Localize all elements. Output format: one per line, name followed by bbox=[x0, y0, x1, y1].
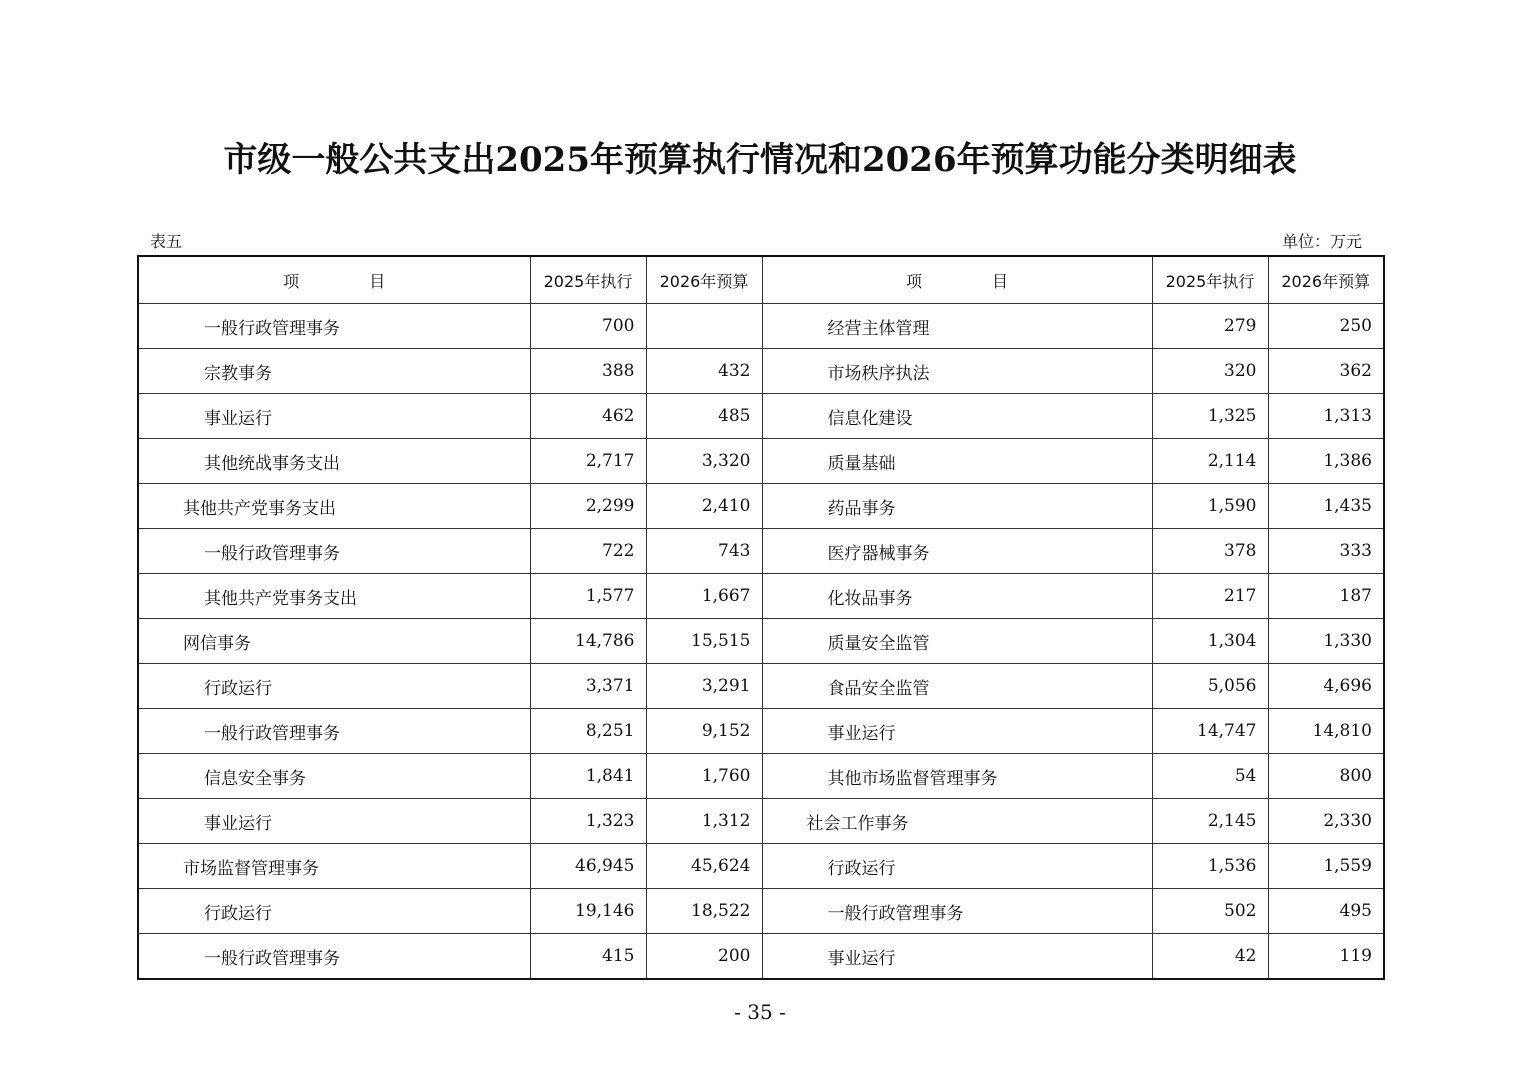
table-row bbox=[138, 529, 1384, 574]
row-budget-2026-left: 485 bbox=[646, 394, 762, 439]
row-item-name-right: 社会工作事务 bbox=[762, 799, 1152, 844]
row-item-name-left: 事业运行 bbox=[138, 394, 530, 439]
budget-table bbox=[137, 255, 1385, 980]
row-budget-2026-left: 2,410 bbox=[646, 484, 762, 529]
row-exec-2025-right: 1,325 bbox=[1152, 394, 1268, 439]
row-exec-2025-left: 19,146 bbox=[530, 889, 646, 934]
row-item-name-left: 其他共产党事务支出 bbox=[138, 574, 530, 619]
row-budget-2026-left: 432 bbox=[646, 349, 762, 394]
row-exec-2025-left: 1,841 bbox=[530, 754, 646, 799]
header-budget-2026-left: 2026年预算 bbox=[646, 256, 762, 304]
row-budget-2026-left: 3,291 bbox=[646, 664, 762, 709]
row-budget-2026-right: 362 bbox=[1268, 349, 1384, 394]
row-exec-2025-right: 378 bbox=[1152, 529, 1268, 574]
table-row bbox=[138, 574, 1384, 619]
row-budget-2026-right: 800 bbox=[1268, 754, 1384, 799]
row-budget-2026-right: 495 bbox=[1268, 889, 1384, 934]
row-item-name-right: 市场秩序执法 bbox=[762, 349, 1152, 394]
row-exec-2025-left: 388 bbox=[530, 349, 646, 394]
row-exec-2025-right: 502 bbox=[1152, 889, 1268, 934]
row-item-name-left: 行政运行 bbox=[138, 889, 530, 934]
row-item-name-right: 医疗器械事务 bbox=[762, 529, 1152, 574]
row-budget-2026-left: 9,152 bbox=[646, 709, 762, 754]
page-number: - 35 - bbox=[734, 1000, 786, 1024]
row-item-name-left: 市场监督管理事务 bbox=[138, 844, 530, 889]
row-item-name-left: 事业运行 bbox=[138, 799, 530, 844]
row-exec-2025-right: 54 bbox=[1152, 754, 1268, 799]
row-item-name-right: 化妆品事务 bbox=[762, 574, 1152, 619]
row-item-name-right: 其他市场监督管理事务 bbox=[762, 754, 1152, 799]
header-item-right-a: 项 bbox=[905, 271, 922, 291]
row-exec-2025-left: 462 bbox=[530, 394, 646, 439]
row-item-name-left: 一般行政管理事务 bbox=[138, 709, 530, 754]
row-exec-2025-right: 2,114 bbox=[1152, 439, 1268, 484]
row-exec-2025-left: 14,786 bbox=[530, 619, 646, 664]
row-budget-2026-left: 45,624 bbox=[646, 844, 762, 889]
row-exec-2025-right: 2,145 bbox=[1152, 799, 1268, 844]
row-item-name-left: 其他共产党事务支出 bbox=[138, 484, 530, 529]
row-budget-2026-left: 200 bbox=[646, 934, 762, 980]
row-budget-2026-right: 14,810 bbox=[1268, 709, 1384, 754]
row-item-name-right: 质量安全监管 bbox=[762, 619, 1152, 664]
table-header-row bbox=[138, 256, 1384, 304]
row-exec-2025-right: 14,747 bbox=[1152, 709, 1268, 754]
row-exec-2025-left: 2,717 bbox=[530, 439, 646, 484]
row-exec-2025-left: 700 bbox=[530, 304, 646, 349]
row-budget-2026-right: 2,330 bbox=[1268, 799, 1384, 844]
table-row bbox=[138, 709, 1384, 754]
table-row bbox=[138, 889, 1384, 934]
row-item-name-right: 药品事务 bbox=[762, 484, 1152, 529]
row-exec-2025-left: 415 bbox=[530, 934, 646, 980]
row-budget-2026-right: 1,386 bbox=[1268, 439, 1384, 484]
header-exec-2025-right: 2025年执行 bbox=[1152, 256, 1268, 304]
row-budget-2026-right: 119 bbox=[1268, 934, 1384, 980]
header-exec-2025-left: 2025年执行 bbox=[530, 256, 646, 304]
row-exec-2025-left: 722 bbox=[530, 529, 646, 574]
row-budget-2026-left bbox=[646, 304, 762, 349]
table-row bbox=[138, 664, 1384, 709]
table-body bbox=[138, 304, 1384, 980]
header-budget-2026-right: 2026年预算 bbox=[1268, 256, 1384, 304]
table-row bbox=[138, 799, 1384, 844]
row-exec-2025-left: 8,251 bbox=[530, 709, 646, 754]
row-exec-2025-right: 320 bbox=[1152, 349, 1268, 394]
row-item-name-left: 一般行政管理事务 bbox=[138, 529, 530, 574]
header-item-left-a: 项 bbox=[283, 271, 300, 291]
row-budget-2026-right: 1,330 bbox=[1268, 619, 1384, 664]
row-item-name-left: 一般行政管理事务 bbox=[138, 304, 530, 349]
row-budget-2026-right: 333 bbox=[1268, 529, 1384, 574]
table-row bbox=[138, 754, 1384, 799]
row-budget-2026-right: 187 bbox=[1268, 574, 1384, 619]
row-budget-2026-right: 1,559 bbox=[1268, 844, 1384, 889]
page-title: 市级一般公共支出2025年预算执行情况和2026年预算功能分类明细表 bbox=[223, 140, 1297, 180]
row-exec-2025-left: 1,323 bbox=[530, 799, 646, 844]
row-exec-2025-right: 5,056 bbox=[1152, 664, 1268, 709]
table-row bbox=[138, 349, 1384, 394]
row-budget-2026-left: 18,522 bbox=[646, 889, 762, 934]
table-row bbox=[138, 844, 1384, 889]
row-budget-2026-right: 4,696 bbox=[1268, 664, 1384, 709]
row-item-name-left: 一般行政管理事务 bbox=[138, 934, 530, 980]
row-budget-2026-left: 1,760 bbox=[646, 754, 762, 799]
row-budget-2026-left: 3,320 bbox=[646, 439, 762, 484]
row-item-name-left: 网信事务 bbox=[138, 619, 530, 664]
row-exec-2025-right: 279 bbox=[1152, 304, 1268, 349]
table-row bbox=[138, 394, 1384, 439]
row-item-name-right: 一般行政管理事务 bbox=[762, 889, 1152, 934]
header-item-left bbox=[138, 256, 530, 304]
row-exec-2025-left: 2,299 bbox=[530, 484, 646, 529]
row-budget-2026-right: 250 bbox=[1268, 304, 1384, 349]
table-row bbox=[138, 304, 1384, 349]
row-budget-2026-left: 1,667 bbox=[646, 574, 762, 619]
row-item-name-right: 经营主体管理 bbox=[762, 304, 1152, 349]
row-item-name-right: 行政运行 bbox=[762, 844, 1152, 889]
header-item-right bbox=[762, 256, 1152, 304]
row-exec-2025-right: 217 bbox=[1152, 574, 1268, 619]
row-item-name-right: 质量基础 bbox=[762, 439, 1152, 484]
row-budget-2026-left: 15,515 bbox=[646, 619, 762, 664]
table-label: 表五 bbox=[150, 232, 183, 251]
row-item-name-left: 行政运行 bbox=[138, 664, 530, 709]
header-item-left-b: 目 bbox=[369, 271, 386, 291]
row-budget-2026-right: 1,313 bbox=[1268, 394, 1384, 439]
row-exec-2025-right: 1,536 bbox=[1152, 844, 1268, 889]
unit-label: 单位：万元 bbox=[1281, 232, 1362, 251]
row-item-name-right: 信息化建设 bbox=[762, 394, 1152, 439]
row-item-name-right: 事业运行 bbox=[762, 934, 1152, 980]
row-exec-2025-left: 3,371 bbox=[530, 664, 646, 709]
row-item-name-left: 信息安全事务 bbox=[138, 754, 530, 799]
row-exec-2025-left: 1,577 bbox=[530, 574, 646, 619]
row-exec-2025-right: 42 bbox=[1152, 934, 1268, 980]
row-item-name-left: 其他统战事务支出 bbox=[138, 439, 530, 484]
table-row bbox=[138, 934, 1384, 980]
row-exec-2025-left: 46,945 bbox=[530, 844, 646, 889]
row-exec-2025-right: 1,590 bbox=[1152, 484, 1268, 529]
row-exec-2025-right: 1,304 bbox=[1152, 619, 1268, 664]
row-item-name-left: 宗教事务 bbox=[138, 349, 530, 394]
row-budget-2026-left: 1,312 bbox=[646, 799, 762, 844]
table-row bbox=[138, 484, 1384, 529]
row-budget-2026-right: 1,435 bbox=[1268, 484, 1384, 529]
header-item-right-b: 目 bbox=[992, 271, 1009, 291]
table-row bbox=[138, 619, 1384, 664]
row-item-name-right: 食品安全监管 bbox=[762, 664, 1152, 709]
table-row bbox=[138, 439, 1384, 484]
row-item-name-right: 事业运行 bbox=[762, 709, 1152, 754]
row-budget-2026-left: 743 bbox=[646, 529, 762, 574]
